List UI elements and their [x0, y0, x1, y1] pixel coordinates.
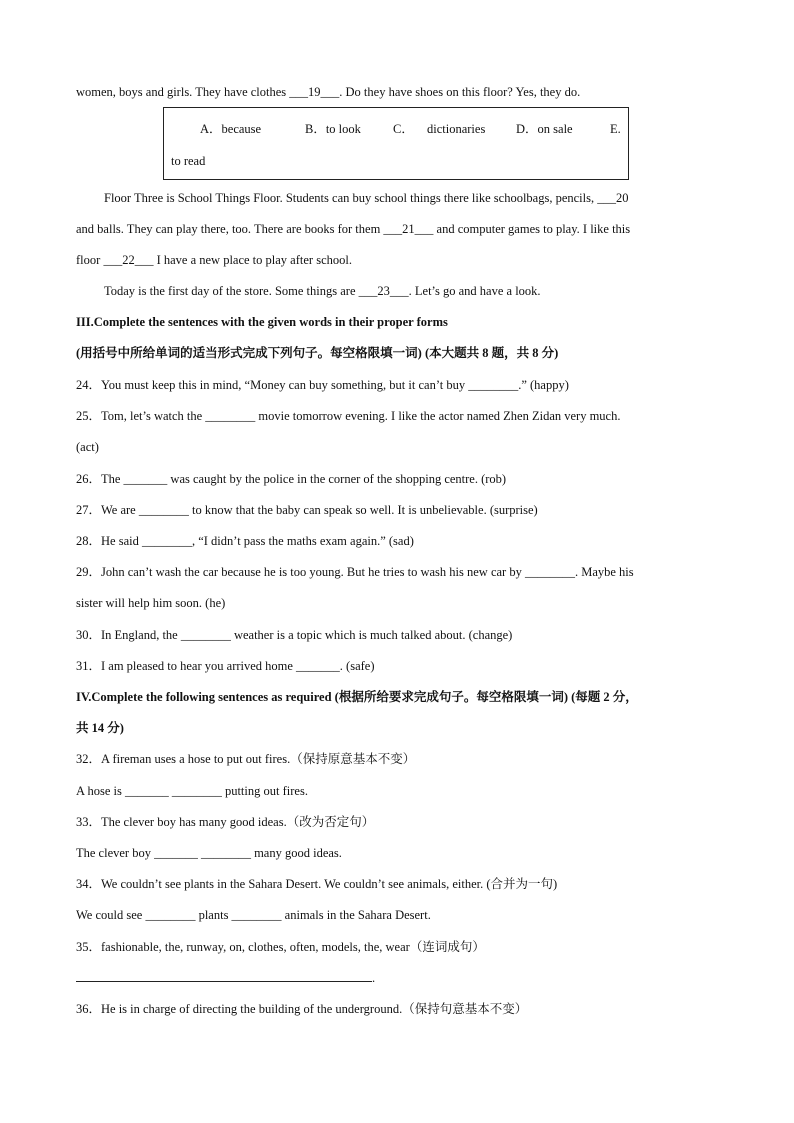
- question-25-hint: (act): [76, 440, 99, 454]
- question-34-answer: We could see ________ plants ________ animals in the Sahara Desert.: [76, 908, 431, 922]
- passage-line-4: [76, 252, 352, 268]
- question-29: 29．John can’t wash the car because he is too young. But he tries to wash his new car by ________. Maybe his: [76, 565, 634, 579]
- text: Today is the first day of the store. Some things are: [104, 284, 359, 298]
- blank-21: ___21___: [383, 222, 434, 236]
- passage-line-2: [104, 190, 629, 206]
- question-26: 26．The _______ was caught by the police in the corner of the shopping centre. (rob): [76, 472, 507, 486]
- passage-line-3: [76, 221, 630, 237]
- option-a: A．because: [200, 122, 262, 136]
- question-32-answer: A hose is _______ ________ putting out fires.: [76, 784, 308, 798]
- question-30: 30．In England, the ________ weather is a topic which is much talked about. (change): [76, 628, 513, 642]
- text: floor: [76, 253, 104, 267]
- section-3-title: III.Complete the sentences with the given words in their proper forms: [76, 315, 448, 329]
- blank-20: ___20: [597, 191, 629, 205]
- passage-line-5: [104, 283, 541, 299]
- section-4-title-cont: 共 14 分): [76, 721, 124, 735]
- question-35: 35．fashionable, the, runway, on, clothes, often, models, the, wear（连词成句）: [76, 940, 485, 954]
- text: and computer games to play. I like this: [433, 222, 631, 236]
- text: Floor Three is School Things Floor. Students can buy school things there like schoolbags, pencils,: [104, 191, 598, 205]
- option-c: C．: [393, 122, 414, 136]
- passage-line-1: [76, 84, 580, 100]
- text: . Do they have shoes on this floor? Yes, they do.: [339, 85, 581, 99]
- question-32: 32．A fireman uses a hose to put out fires.（保持原意基本不变）: [76, 752, 416, 766]
- question-29-hint: sister will help him soon. (he): [76, 596, 226, 610]
- option-d: D．on sale: [516, 122, 573, 136]
- question-31: 31．I am pleased to hear you arrived home _______. (safe): [76, 659, 375, 673]
- text: women, boys and girls. They have clothes: [76, 85, 290, 99]
- options-box: [163, 107, 629, 180]
- blank-22: ___22___: [103, 253, 154, 267]
- section-4-title: IV.Complete the following sentences as required (根据所给要求完成句子。每空格限填一词) (每题 2 分，: [76, 690, 638, 704]
- question-36: 36．He is in charge of directing the building of the underground.（保持句意基本不变）: [76, 1002, 528, 1016]
- answer-line-35-period: .: [372, 971, 376, 985]
- answer-line-35: [76, 981, 372, 982]
- text: . Let’s go and have a look.: [408, 284, 541, 298]
- blank-23: ___23___: [358, 284, 409, 298]
- text: I have a new place to play after school.: [153, 253, 352, 267]
- section-3-subtitle: (用括号中所给单词的适当形式完成下列句子。每空格限填一词) (本大题共 8 题，共 8 分): [76, 346, 559, 360]
- option-e: E.: [610, 122, 621, 136]
- question-27: 27．We are ________ to know that the baby can speak so well. It is unbelievable. (surprise): [76, 503, 538, 517]
- question-28: 28．He said ________, “I didn’t pass the maths exam again.” (sad): [76, 534, 414, 548]
- question-25: 25．Tom, let’s watch the ________ movie tomorrow evening. I like the actor named Zhen Zidan very much.: [76, 409, 621, 423]
- question-33-answer: The clever boy _______ ________ many good ideas.: [76, 846, 342, 860]
- option-b: B．to look: [305, 122, 361, 136]
- blank-19: ___19___: [289, 85, 340, 99]
- option-c-text: dictionaries: [427, 122, 486, 136]
- question-34: 34．We couldn’t see plants in the Sahara Desert. We couldn’t see animals, either. (合并为一句): [76, 877, 558, 891]
- question-33: 33．The clever boy has many good ideas.（改为否定句）: [76, 815, 375, 829]
- question-24: 24．You must keep this in mind, “Money can buy something, but it can’t buy ________.” (happy): [76, 378, 569, 392]
- option-e-text: to read: [171, 154, 206, 168]
- text: and balls. They can play there, too. There are books for them: [76, 222, 384, 236]
